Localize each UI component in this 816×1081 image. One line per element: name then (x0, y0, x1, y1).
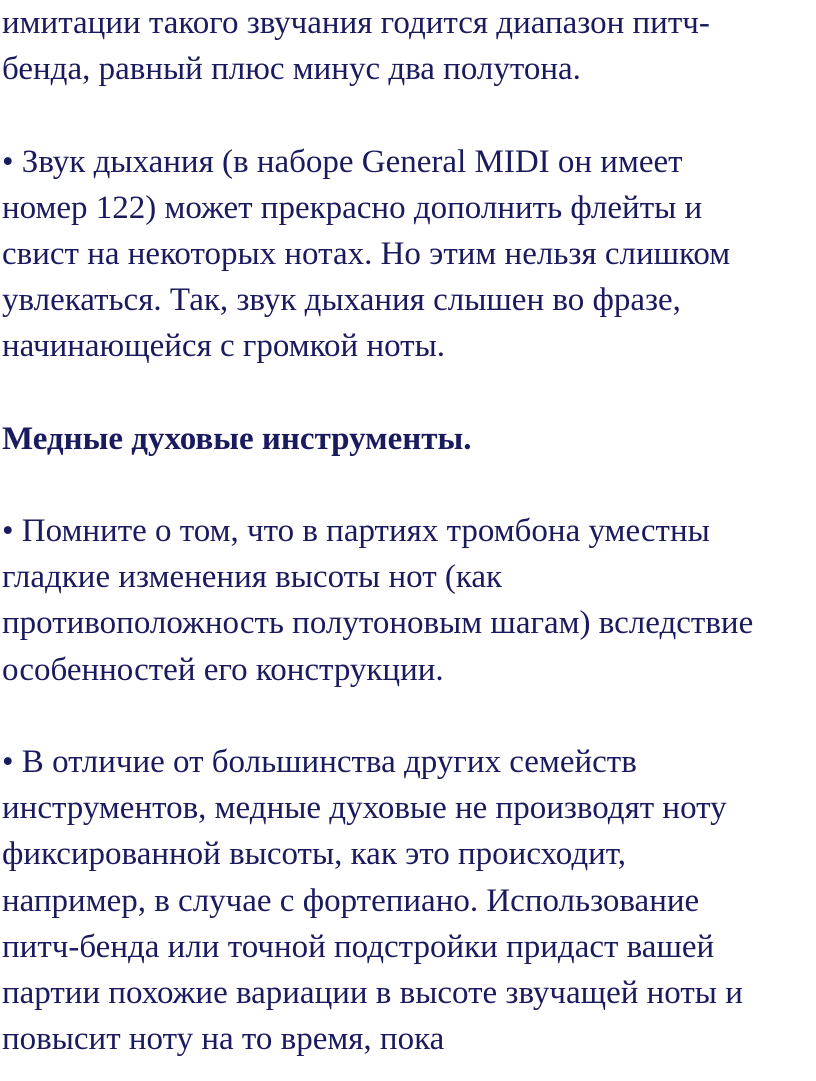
text-line: фиксированной высоты, как это происходит, (2, 836, 626, 873)
text-line: увлекаться. Так, звук дыхания слышен во фразе, (2, 282, 681, 319)
text-line: бенда, равный плюс минус два полутона. (2, 51, 581, 88)
text-line: имитации такого звучания годится диапазон питч- (2, 5, 710, 41)
text-line: особенностей его конструкции. (2, 651, 444, 688)
paragraph-breath-sound (2, 139, 814, 370)
paragraph-pitch-bend-range (2, 0, 814, 92)
paragraph-gap (2, 462, 814, 508)
text-line: номер 122) может прекрасно дополнить флейты и (2, 189, 703, 226)
text-line: • Помните о том, что в партиях тромбона уместны (2, 513, 710, 550)
paragraph-gap (2, 370, 814, 416)
text-line: • В отличие от большинства других семейств (2, 744, 637, 780)
paragraph-gap (2, 693, 814, 739)
text-line: начинающейся с громкой ноты. (2, 328, 446, 365)
text-line: питч-бенда или точной подстройки придаст вашей (2, 928, 715, 965)
text-line: гладкие изменения высоты нот (как (2, 559, 503, 596)
text-line: противоположность полутоновым шагам) вследствие (2, 605, 754, 642)
section-heading-brass (2, 416, 814, 462)
text-line: • Звук дыхания (в наборе General MIDI он имеет (2, 143, 683, 180)
document-page (2, 0, 814, 1062)
text-line: свист на некоторых нотах. Но этим нельзя слишком (2, 235, 731, 272)
paragraph-brass-pitch (2, 739, 814, 1062)
text-line: партии похожие вариации в высоте звучащей ноты и (2, 974, 743, 1011)
text-line: например, в случае с фортепиано. Использование (2, 882, 700, 919)
section-heading: Медные духовые инструменты. (2, 420, 472, 457)
text-line: инструментов, медные духовые не производят ноту (2, 790, 727, 827)
paragraph-trombone (2, 508, 814, 693)
paragraph-gap (2, 92, 814, 138)
text-line: повысит ноту на то время, пока (2, 1021, 445, 1058)
